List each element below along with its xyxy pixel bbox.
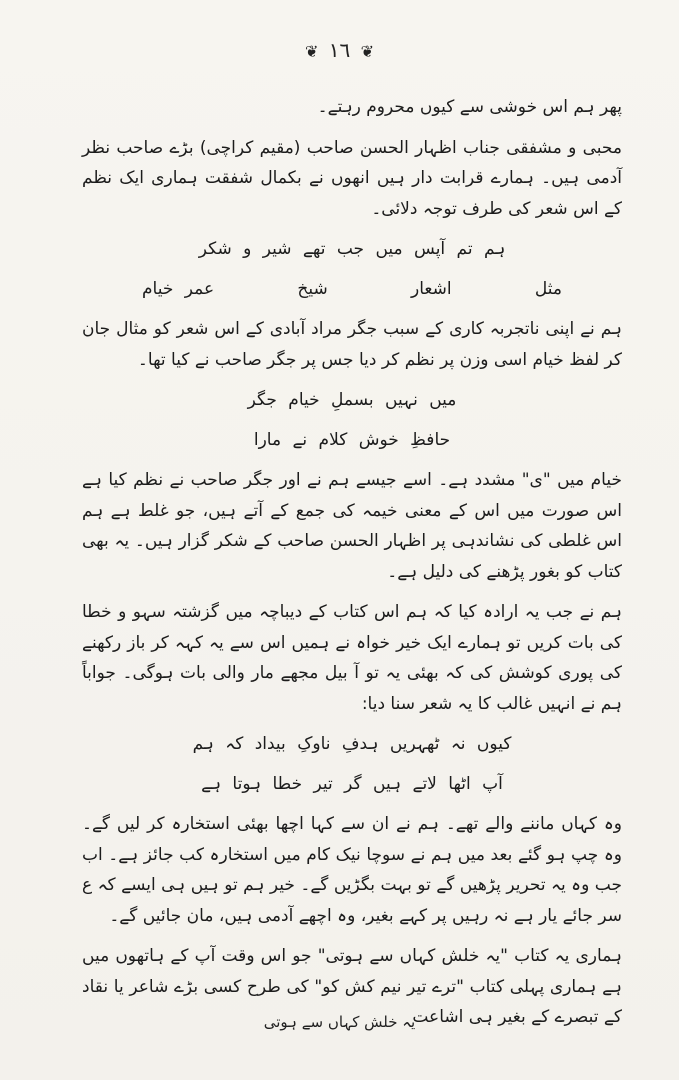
page-number: ۱٦ bbox=[328, 38, 351, 62]
verse-3-line-2: آپ اٹھا لاتے ہیں گر تیر خطا ہوتا ہے bbox=[201, 774, 503, 794]
verse-1-line-2 bbox=[82, 274, 622, 304]
verse-1-line-1: ہم تم آپس میں جب تھے شیر و شکر bbox=[198, 239, 506, 259]
verse-3 bbox=[82, 729, 622, 799]
running-footer: یہ خلش کہاں سے ہوتی bbox=[263, 1013, 416, 1031]
paragraph-1: پھر ہم اس خوشی سے کیوں محروم رہتے۔ bbox=[317, 97, 622, 117]
page-body bbox=[82, 92, 622, 1043]
ornament-left-icon: ❦ bbox=[304, 42, 319, 61]
paragraph-6: وہ کہاں ماننے والے تھے۔ ہم نے ان سے کہا اچھا بھئی استخارہ کر لیں گے۔ وہ چپ ہو گئے بعد میں ہم نے سوچا نیک کام میں استخارہ کب جائز ہے۔ اب جب وہ یہ تحریر پڑھیں گے تو بہت بگڑیں گے۔ خیر ہم تو ہیں ہی ایسے کہ ع سر جائے یار ہے نہ رہیں پر کہے بغیر، وہ اچھے آدمی ہیں، مان جائیں گے۔ bbox=[82, 814, 622, 926]
verse-1-word-4: عمر خیام bbox=[142, 279, 215, 299]
verse-1 bbox=[82, 234, 622, 304]
verse-2 bbox=[82, 385, 622, 455]
verse-1-word-3: شیخ bbox=[297, 279, 328, 299]
page-header bbox=[0, 38, 679, 62]
paragraph-5: ہم نے جب یہ ارادہ کیا کہ ہم اس کتاب کے دیباچہ میں گزشتہ سہو و خطا کی بات کریں تو ہمارے ایک خیر خواہ نے ہمیں اس سے یہ کہہ کر باز رکھنے کی پوری کوشش کی کہ بھئی یہ تو آ بیل مجھے مار والی بات ہوگی۔ جواباً ہم نے انہیں غالب کا یہ شعر سنا دیا: bbox=[82, 602, 622, 714]
paragraph-2: محبی و مشفقی جناب اظہار الحسن صاحب (مقیم کراچی) بڑے صاحب نظر آدمی ہیں۔ ہمارے قرابت دار ہیں انھوں نے بکمال شفقت ہماری ایک نظم کے اس شعر کی طرف توجہ دلائی۔ bbox=[82, 137, 622, 219]
verse-2-line-2: حافظِ خوش کلام نے مارا bbox=[253, 430, 451, 450]
paragraph-7: ہماری یہ کتاب "یہ خلش کہاں سے ہوتی" جو اس وقت آپ کے ہاتھوں میں ہے ہماری پہلی کتاب "ترے تیر نیم کش کو" کی طرح کسی بڑے شاعر یا نقاد کے تبصرے کے بغیر ہی اشاعت bbox=[82, 946, 622, 1027]
verse-2-line-1: میں نہیں بسملِ خیام جگر bbox=[247, 390, 457, 410]
ornament-right-icon: ❦ bbox=[360, 42, 375, 61]
verse-1-word-2: اشعار bbox=[411, 279, 452, 299]
paragraph-3: ہم نے اپنی ناتجربہ کاری کے سبب جگر مراد آبادی کے اس شعر کو مثال جان کر لفظ خیام اسی وزن پر نظم کر دیا جس پر جگر صاحب نے کیا تھا۔ bbox=[82, 319, 622, 370]
verse-3-line-1: کیوں نہ ٹھہریں ہدفِ ناوکِ بیداد کہ ہم bbox=[192, 734, 512, 754]
paragraph-4: خیام میں "ی" مشدد ہے۔ اسے جیسے ہم نے اور جگر صاحب نے نظم کیا ہے اس صورت میں اس کے معنی خیمہ کی جمع کے آتے ہیں، جو غلط ہے ہم اس غلطی کی نشاندہی پر اظہار الحسن صاحب کے شکر گزار ہیں۔ یہ بھی کتاب کو بغور پڑھنے کی دلیل ہے۔ bbox=[82, 470, 622, 582]
verse-1-word-1: مثل bbox=[534, 279, 562, 299]
